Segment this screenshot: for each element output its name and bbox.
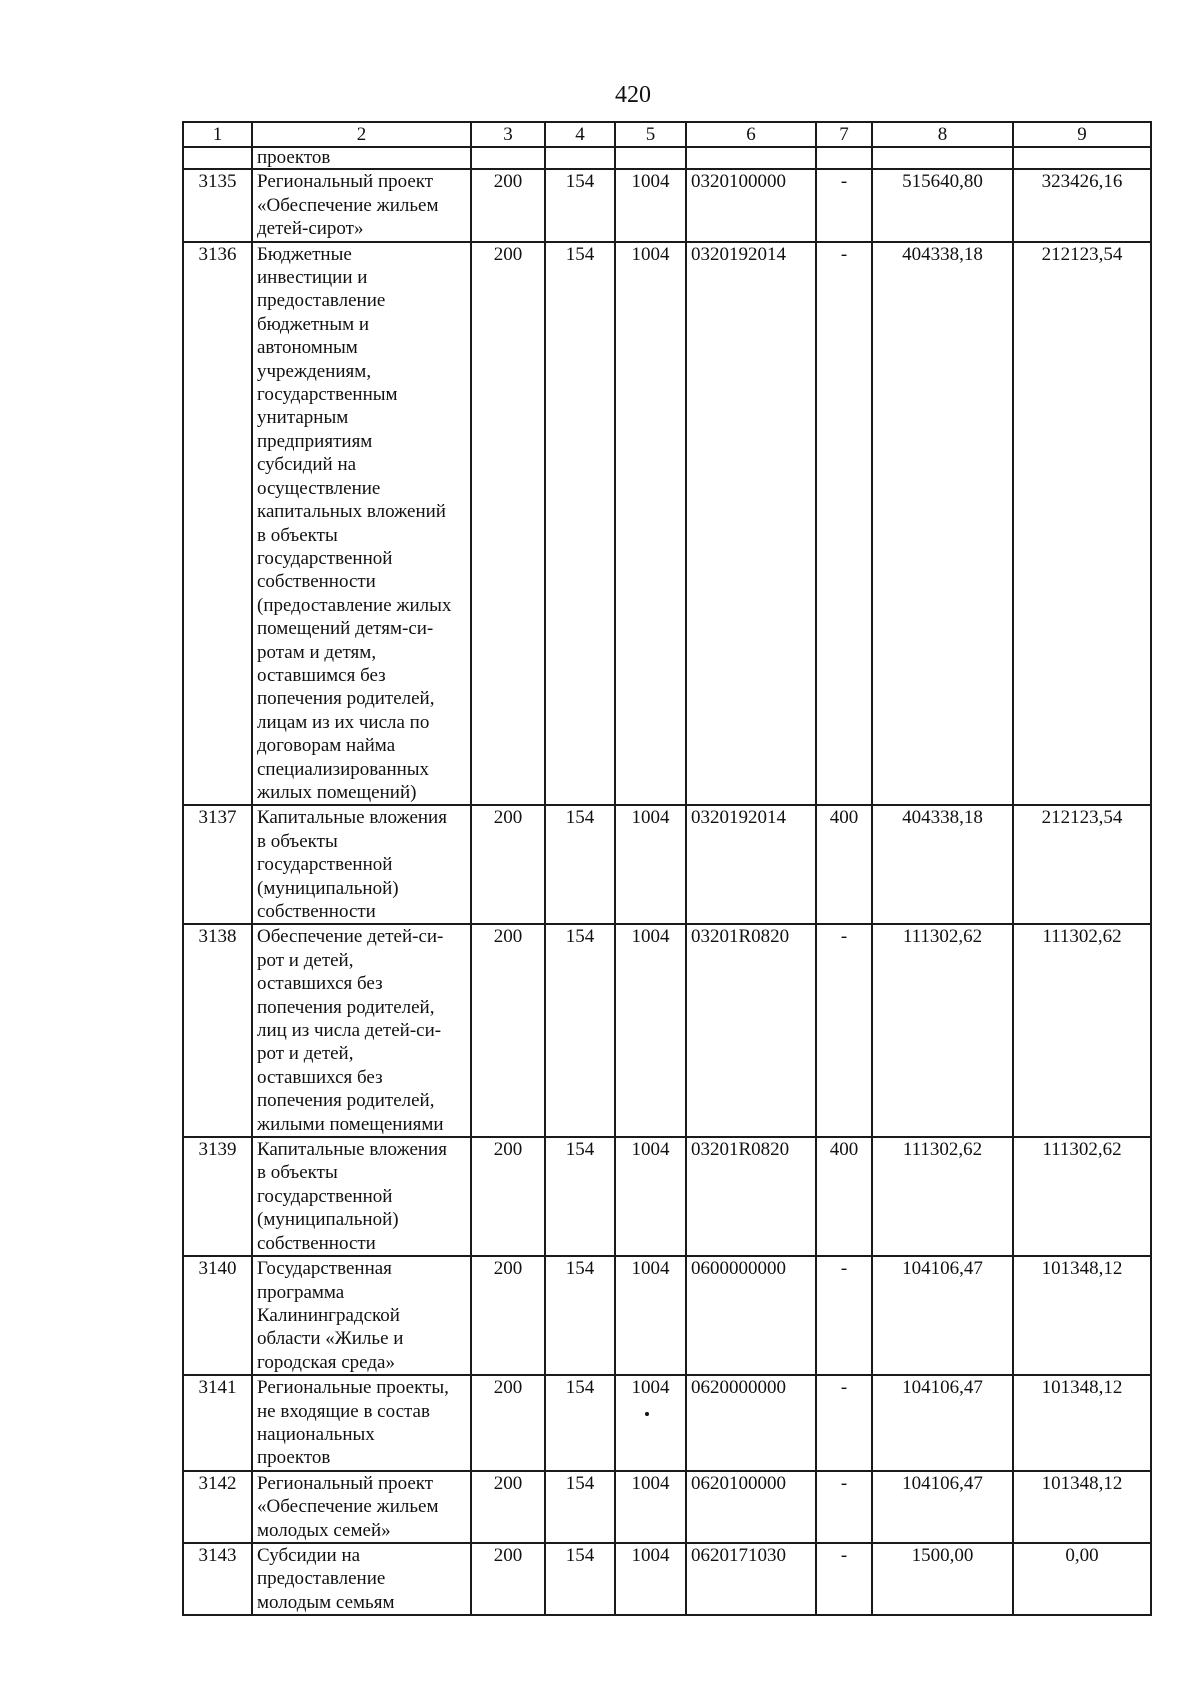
header-col-2: 2 <box>252 122 471 147</box>
table-row <box>183 242 1151 806</box>
col3-value: 200 <box>471 1471 545 1543</box>
col8-value: 1500,00 <box>872 1543 1013 1615</box>
header-col-6: 6 <box>686 122 816 147</box>
row-number: 3139 <box>183 1137 252 1256</box>
col4-value: 154 <box>545 1137 615 1256</box>
col5-value: 1004 <box>615 924 686 1137</box>
table-row <box>183 1256 1151 1375</box>
table-row <box>183 169 1151 241</box>
cell-empty <box>545 147 615 169</box>
budget-table <box>182 121 1152 1616</box>
col6-value: 0600000000 <box>686 1256 816 1375</box>
row-number: 3136 <box>183 242 252 806</box>
col9-value: 111302,62 <box>1013 1137 1151 1256</box>
col5-cell <box>615 1375 686 1471</box>
col5-value: 1004 <box>615 1137 686 1256</box>
col8-value: 404338,18 <box>872 805 1013 924</box>
table-row <box>183 924 1151 1137</box>
row-number: 3137 <box>183 805 252 924</box>
col5-value: 1004 <box>615 1471 686 1543</box>
col7-value: - <box>816 1471 872 1543</box>
row-number: 3141 <box>183 1375 252 1471</box>
col3-value: 200 <box>471 924 545 1137</box>
col7-value: 400 <box>816 1137 872 1256</box>
cell-empty <box>1013 147 1151 169</box>
cell-empty <box>471 147 545 169</box>
table-row <box>183 1137 1151 1256</box>
col8-value: 104106,47 <box>872 1471 1013 1543</box>
col5-value: 1004 <box>615 805 686 924</box>
col3-value: 200 <box>471 242 545 806</box>
header-col-5: 5 <box>615 122 686 147</box>
col3-value: 200 <box>471 169 545 241</box>
col8-value: 515640,80 <box>872 169 1013 241</box>
col6-value: 0320192014 <box>686 805 816 924</box>
header-col-1: 1 <box>183 122 252 147</box>
col4-value: 154 <box>545 169 615 241</box>
row-name: Субсидии на предоставление молодым семьям <box>252 1543 471 1615</box>
stray-dot <box>645 1412 649 1416</box>
header-col-9: 9 <box>1013 122 1151 147</box>
col9-value: 212123,54 <box>1013 242 1151 806</box>
row-number: 3135 <box>183 169 252 241</box>
row-number: 3138 <box>183 924 252 1137</box>
col9-value: 101348,12 <box>1013 1471 1151 1543</box>
row-name: Капитальные вложения в объекты государственной (муниципальной) собственности <box>252 1137 471 1256</box>
col9-value: 323426,16 <box>1013 169 1151 241</box>
col8-value: 404338,18 <box>872 242 1013 806</box>
col4-value: 154 <box>545 1543 615 1615</box>
table-row <box>183 1543 1151 1615</box>
header-col-7: 7 <box>816 122 872 147</box>
col4-value: 154 <box>545 805 615 924</box>
table-row <box>183 1471 1151 1543</box>
col3-value: 200 <box>471 1375 545 1471</box>
col7-value: - <box>816 242 872 806</box>
col5-value: 1004 <box>615 169 686 241</box>
col7-value: - <box>816 1256 872 1375</box>
col4-value: 154 <box>545 1471 615 1543</box>
cell-empty <box>615 147 686 169</box>
col3-value: 200 <box>471 1137 545 1256</box>
col7-value: - <box>816 169 872 241</box>
col4-value: 154 <box>545 1256 615 1375</box>
col9-value: 101348,12 <box>1013 1256 1151 1375</box>
col3-value: 200 <box>471 1543 545 1615</box>
col6-value: 0620000000 <box>686 1375 816 1471</box>
row-number: 3140 <box>183 1256 252 1375</box>
col3-value: 200 <box>471 805 545 924</box>
row-name: Бюджетные инвестиции и предоставление бюджетным и автономным учреждениям, государственным унитарным предприятиям субсидий на осуществление капитальных вложений в объекты государственной собственности (предоставление жилых помещений детям-си- ротам и детям, оставшимся без попечения родителей, лицам из их числа по договорам найма специализированных жилых помещений) <box>252 242 471 806</box>
header-col-3: 3 <box>471 122 545 147</box>
row-name: Государственная программа Калининградской области «Жилье и городская среда» <box>252 1256 471 1375</box>
cell-empty <box>816 147 872 169</box>
cell-empty <box>872 147 1013 169</box>
continuation-text: проектов <box>252 147 471 169</box>
table-row <box>183 805 1151 924</box>
col7-value: - <box>816 1375 872 1471</box>
col9-value: 0,00 <box>1013 1543 1151 1615</box>
col6-value: 0620171030 <box>686 1543 816 1615</box>
col6-value: 03201R0820 <box>686 924 816 1137</box>
header-row <box>183 122 1151 147</box>
header-col-8: 8 <box>872 122 1013 147</box>
col5-value: 1004 <box>615 1256 686 1375</box>
col9-value: 212123,54 <box>1013 805 1151 924</box>
page-number: 420 <box>615 82 651 108</box>
col4-value: 154 <box>545 242 615 806</box>
col9-value: 101348,12 <box>1013 1375 1151 1471</box>
col8-value: 111302,62 <box>872 924 1013 1137</box>
row-name: Региональный проект «Обеспечение жильем детей-сирот» <box>252 169 471 241</box>
table-row-continuation <box>183 147 1151 169</box>
cell-empty <box>183 147 252 169</box>
row-name: Региональные проекты, не входящие в состав национальных проектов <box>252 1375 471 1471</box>
col4-value: 154 <box>545 1375 615 1471</box>
header-col-4: 4 <box>545 122 615 147</box>
col8-value: 111302,62 <box>872 1137 1013 1256</box>
col9-value: 111302,62 <box>1013 924 1151 1137</box>
col6-value: 0320192014 <box>686 242 816 806</box>
row-number: 3143 <box>183 1543 252 1615</box>
col6-value: 0620100000 <box>686 1471 816 1543</box>
col3-value: 200 <box>471 1256 545 1375</box>
col4-value: 154 <box>545 924 615 1137</box>
table-row <box>183 1375 1151 1471</box>
col7-value: - <box>816 1543 872 1615</box>
col6-value: 03201R0820 <box>686 1137 816 1256</box>
row-number: 3142 <box>183 1471 252 1543</box>
cell-empty <box>686 147 816 169</box>
row-name: Обеспечение детей-си- рот и детей, оставшихся без попечения родителей, лиц из числа детей-си- рот и детей, оставшихся без попечения родителей, жилыми помещениями <box>252 924 471 1137</box>
col7-value: - <box>816 924 872 1137</box>
col5-value: 1004 <box>631 1377 670 1399</box>
col8-value: 104106,47 <box>872 1256 1013 1375</box>
col8-value: 104106,47 <box>872 1375 1013 1471</box>
col5-value: 1004 <box>615 242 686 806</box>
row-name: Региональный проект «Обеспечение жильем молодых семей» <box>252 1471 471 1543</box>
col5-value: 1004 <box>615 1543 686 1615</box>
col7-value: 400 <box>816 805 872 924</box>
col6-value: 0320100000 <box>686 169 816 241</box>
row-name: Капитальные вложения в объекты государственной (муниципальной) собственности <box>252 805 471 924</box>
